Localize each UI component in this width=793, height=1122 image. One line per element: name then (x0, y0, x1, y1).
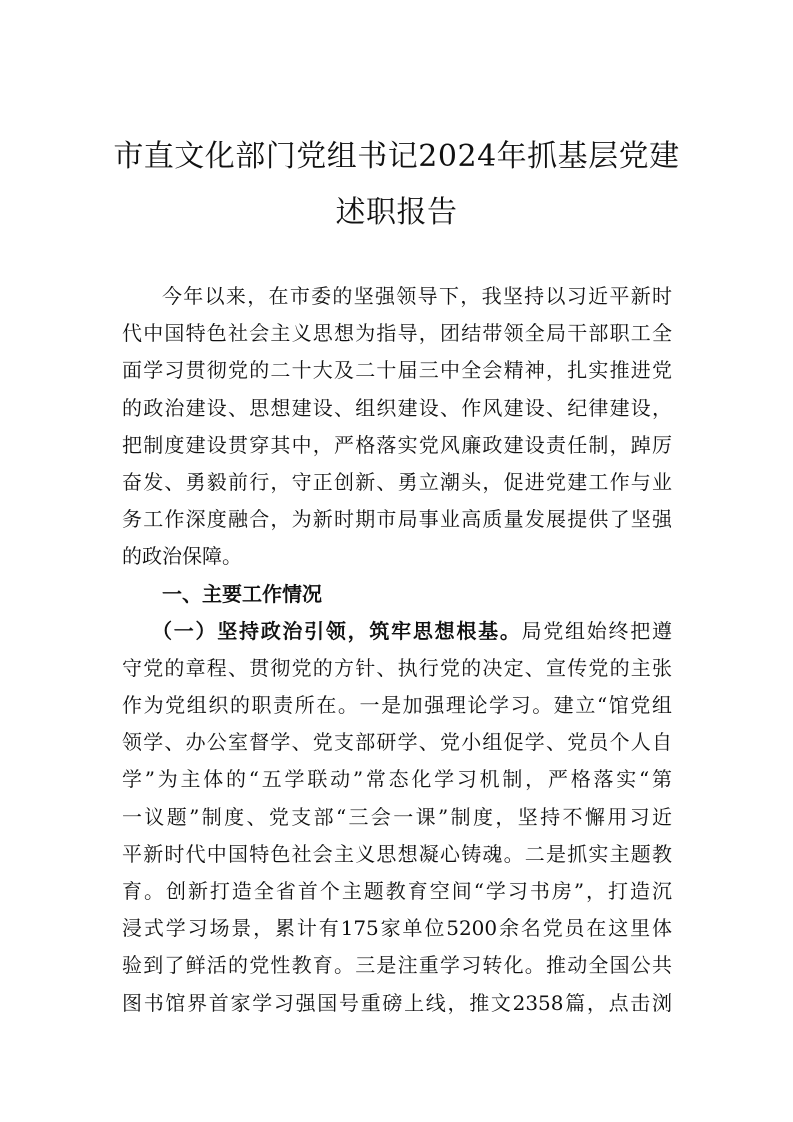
intro-line: 务工作深度融合，为新时期市局事业高质量发展提供了坚强 (122, 507, 672, 532)
intro-line: 代中国特色社会主义思想为指导，团结带领全局干部职工全 (122, 321, 672, 346)
subsection-line: 浸式学习场景，累计有175家单位5200余名党员在这里体 (122, 916, 672, 941)
subsection-first-line-rest: 局党组始终把遵 (521, 618, 673, 643)
intro-line: 的政治保障。 (122, 544, 242, 569)
subsection-line: 育。创新打造全省首个主题教育空间“学习书房”，打造沉 (122, 879, 672, 903)
intro-line: 今年以来，在市委的坚强领导下，我坚持以习近平新时 (162, 284, 672, 308)
subsection-line: 领学、办公室督学、党支部研学、党小组促学、党员个人自 (122, 730, 672, 755)
subsection-line: 图书馆界首家学习强国号重磅上线，推文2358篇，点击浏 (122, 990, 672, 1015)
subsection-line: 守党的章程、贯彻党的方针、执行党的决定、宣传党的主张 (122, 655, 672, 680)
subsection-line: 验到了鲜活的党性教育。三是注重学习转化。推动全国公共 (122, 953, 672, 978)
section-heading: 一、主要工作情况 (162, 581, 322, 606)
document-body (122, 278, 672, 1022)
subsection-line: 一议题”制度、党支部“三会一课”制度，坚持不懈用习近 (122, 804, 672, 829)
subsection-line: 学”为主体的“五学联动”常态化学习机制，严格落实“第 (122, 767, 672, 792)
subsection-heading: （一）坚持政治引领，筑牢思想根基。 (152, 618, 522, 643)
intro-line: 的政治建设、思想建设、组织建设、作风建设、纪律建设， (122, 395, 672, 420)
document-title-line-2: 述职报告 (335, 195, 458, 230)
subsection-first-line (122, 613, 672, 650)
intro-line: 奋发、勇毅前行，守正创新、勇立潮头，促进党建工作与业 (122, 469, 672, 494)
intro-line: 面学习贯彻党的二十大及二十届三中全会精神，扎实推进党 (122, 358, 672, 383)
subsection-line: 作为党组织的职责所在。一是加强理论学习。建立“馆党组 (122, 693, 672, 718)
intro-line: 把制度建设贯穿其中，严格落实党风廉政建设责任制，踔厉 (122, 432, 672, 457)
document-title-line-1: 市直文化部门党组书记2024年抓基层党建 (113, 139, 680, 174)
subsection-line: 平新时代中国特色社会主义思想凝心铸魂。二是抓实主题教 (122, 841, 672, 866)
